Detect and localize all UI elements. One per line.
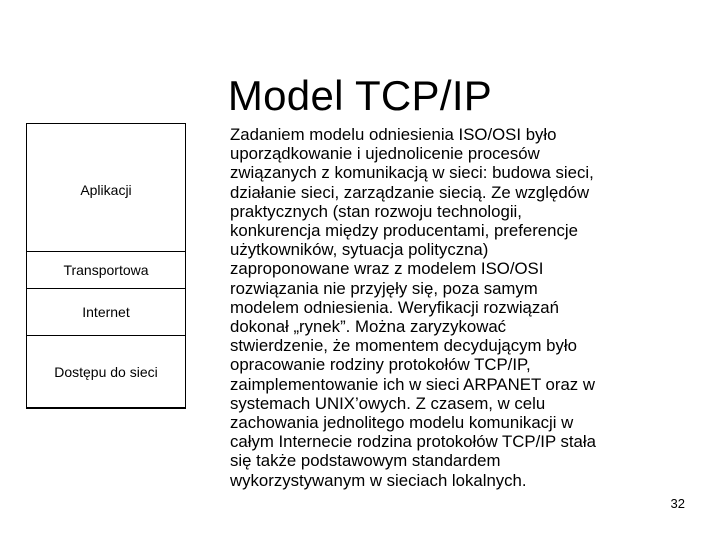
body-text: Zadaniem modelu odniesienia ISO/OSI było uporządkowanie i ujednolicenie procesów związanych z komunikacją w sieci: budowa sieci, działanie sieci, zarządzanie siecią. Ze względów praktycznych (stan rozwoju technologii, konkurencja między producentami, preferencje użytkowników, sytuacja polityczna) zaproponowane wraz z modelem ISO/OSI rozwiązania nie przyjęły się, poza samym modelem odniesienia. Weryfikacji rozwiązań dokonał „rynek”. Można zaryzykować stwierdzenie, że momentem decydującym było opracowanie rodziny protokołów TCP/IP, zaimplementowanie ich w sieci ARPANET oraz w systemach UNIX’owych. Z czasem, w celu zachowania jednolitego modelu komunikacji w całym Internecie rodzina protokołów TCP/IP stała się także podstawowym standardem wykorzystywanym w sieciach lokalnych. xyxy=(230,125,596,490)
layer-transport xyxy=(27,252,185,288)
layer-internet xyxy=(27,289,185,335)
layer-application xyxy=(27,124,185,251)
slide-title: Model TCP/IP xyxy=(227,72,493,120)
tcpip-layer-stack xyxy=(26,123,186,409)
layer-internet-label: Internet xyxy=(82,304,130,320)
layer-transport-label: Transportowa xyxy=(63,262,149,278)
page-number: 32 xyxy=(670,496,685,511)
layer-application-label: Aplikacji xyxy=(80,181,132,198)
layer-network-access-label: Dostępu do sieci xyxy=(54,363,158,380)
layer-network-access xyxy=(27,336,185,407)
